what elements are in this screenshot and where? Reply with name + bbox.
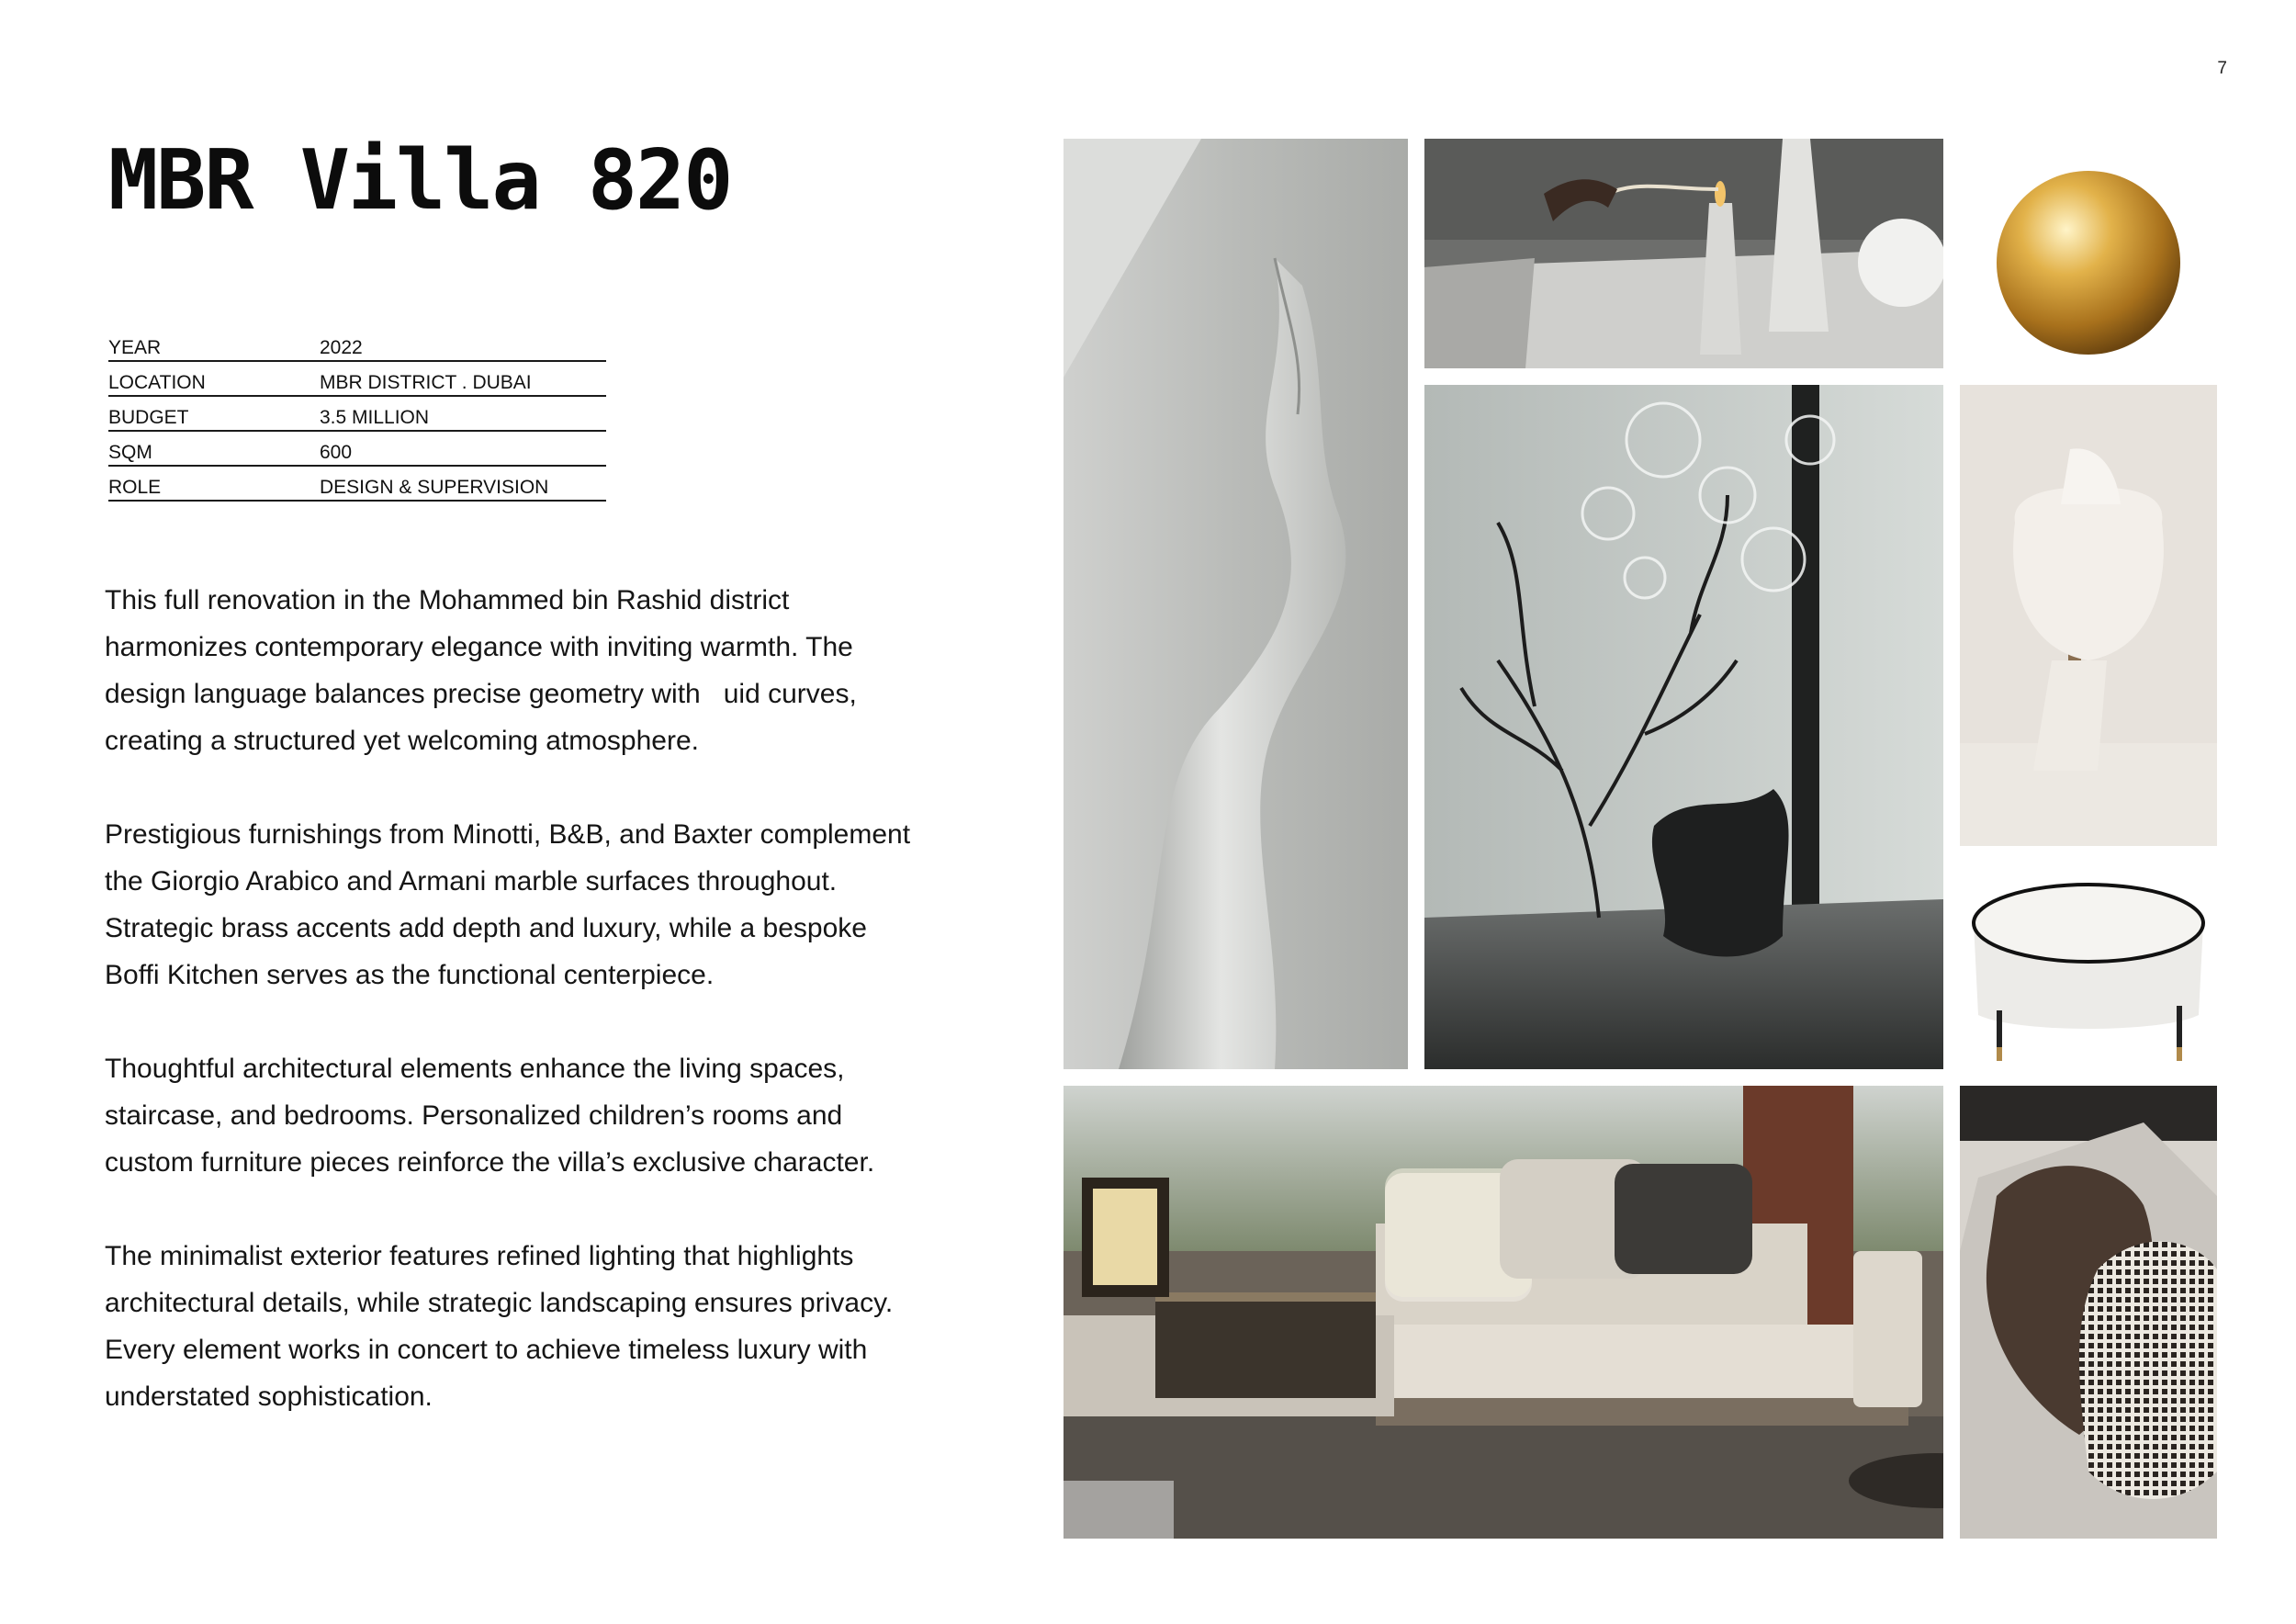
description-paragraph-1: This full renovation in the Mohammed bin Rashid district harmonizes contemporary elegance with inviting warmth. The design language balances precise geometry with uid curves, creating a structured yet welcoming atmosphere. [105,585,857,756]
spec-value: 600 [320,442,353,463]
page-title: MBR Villa 820 [108,132,732,229]
candle-photo [1424,139,1943,368]
project-description [105,577,913,1467]
brass-sphere-photo [1960,139,2217,368]
spec-row-sqm [108,434,606,467]
spec-row-location [108,364,606,397]
spec-row-budget [108,399,606,432]
spec-label: LOCATION [108,372,206,393]
drape-sculpture-photo [1064,139,1408,1069]
spec-label: ROLE [108,477,162,498]
spec-value: MBR DISTRICT . DUBAI [320,372,532,393]
description-paragraph-3: Thoughtful architectural elements enhance the living spaces, staircase, and bedrooms. Personalized children’s rooms and custom furniture pieces reinforce the villa’s exclusive character. [105,1054,875,1178]
spec-value: 3.5 MILLION [320,407,430,428]
cushions-detail-photo [1960,1086,2217,1539]
spec-label: YEAR [108,337,162,358]
ceramic-lamp-photo [1960,385,2217,846]
project-specs-table [108,329,606,503]
spec-row-role [108,468,606,502]
spec-label: BUDGET [108,407,189,428]
spec-label: SQM [108,442,152,463]
description-paragraph-4: The minimalist exterior features refined lighting that highlights architectural details, while strategic landscaping ensures privacy. Every element works in concert to achieve timeless luxury with understated sophistication. [105,1241,894,1412]
page-number: 7 [2217,59,2227,78]
spec-value: 2022 [320,337,363,358]
spec-value: DESIGN & SUPERVISION [320,477,549,498]
boucle-ottoman-photo [1960,859,2217,1069]
coral-branch-table-photo [1424,385,1943,1069]
spec-row-year [108,329,606,362]
description-paragraph-2: Prestigious furnishings from Minotti, B&B, and Baxter complement the Giorgio Arabico and Armani marble surfaces throughout. Strategic brass accents add depth and luxury, while a bespoke Boffi Kitchen serves as the functional centerpiece. [105,819,911,990]
living-room-sofa-photo [1064,1086,1943,1539]
